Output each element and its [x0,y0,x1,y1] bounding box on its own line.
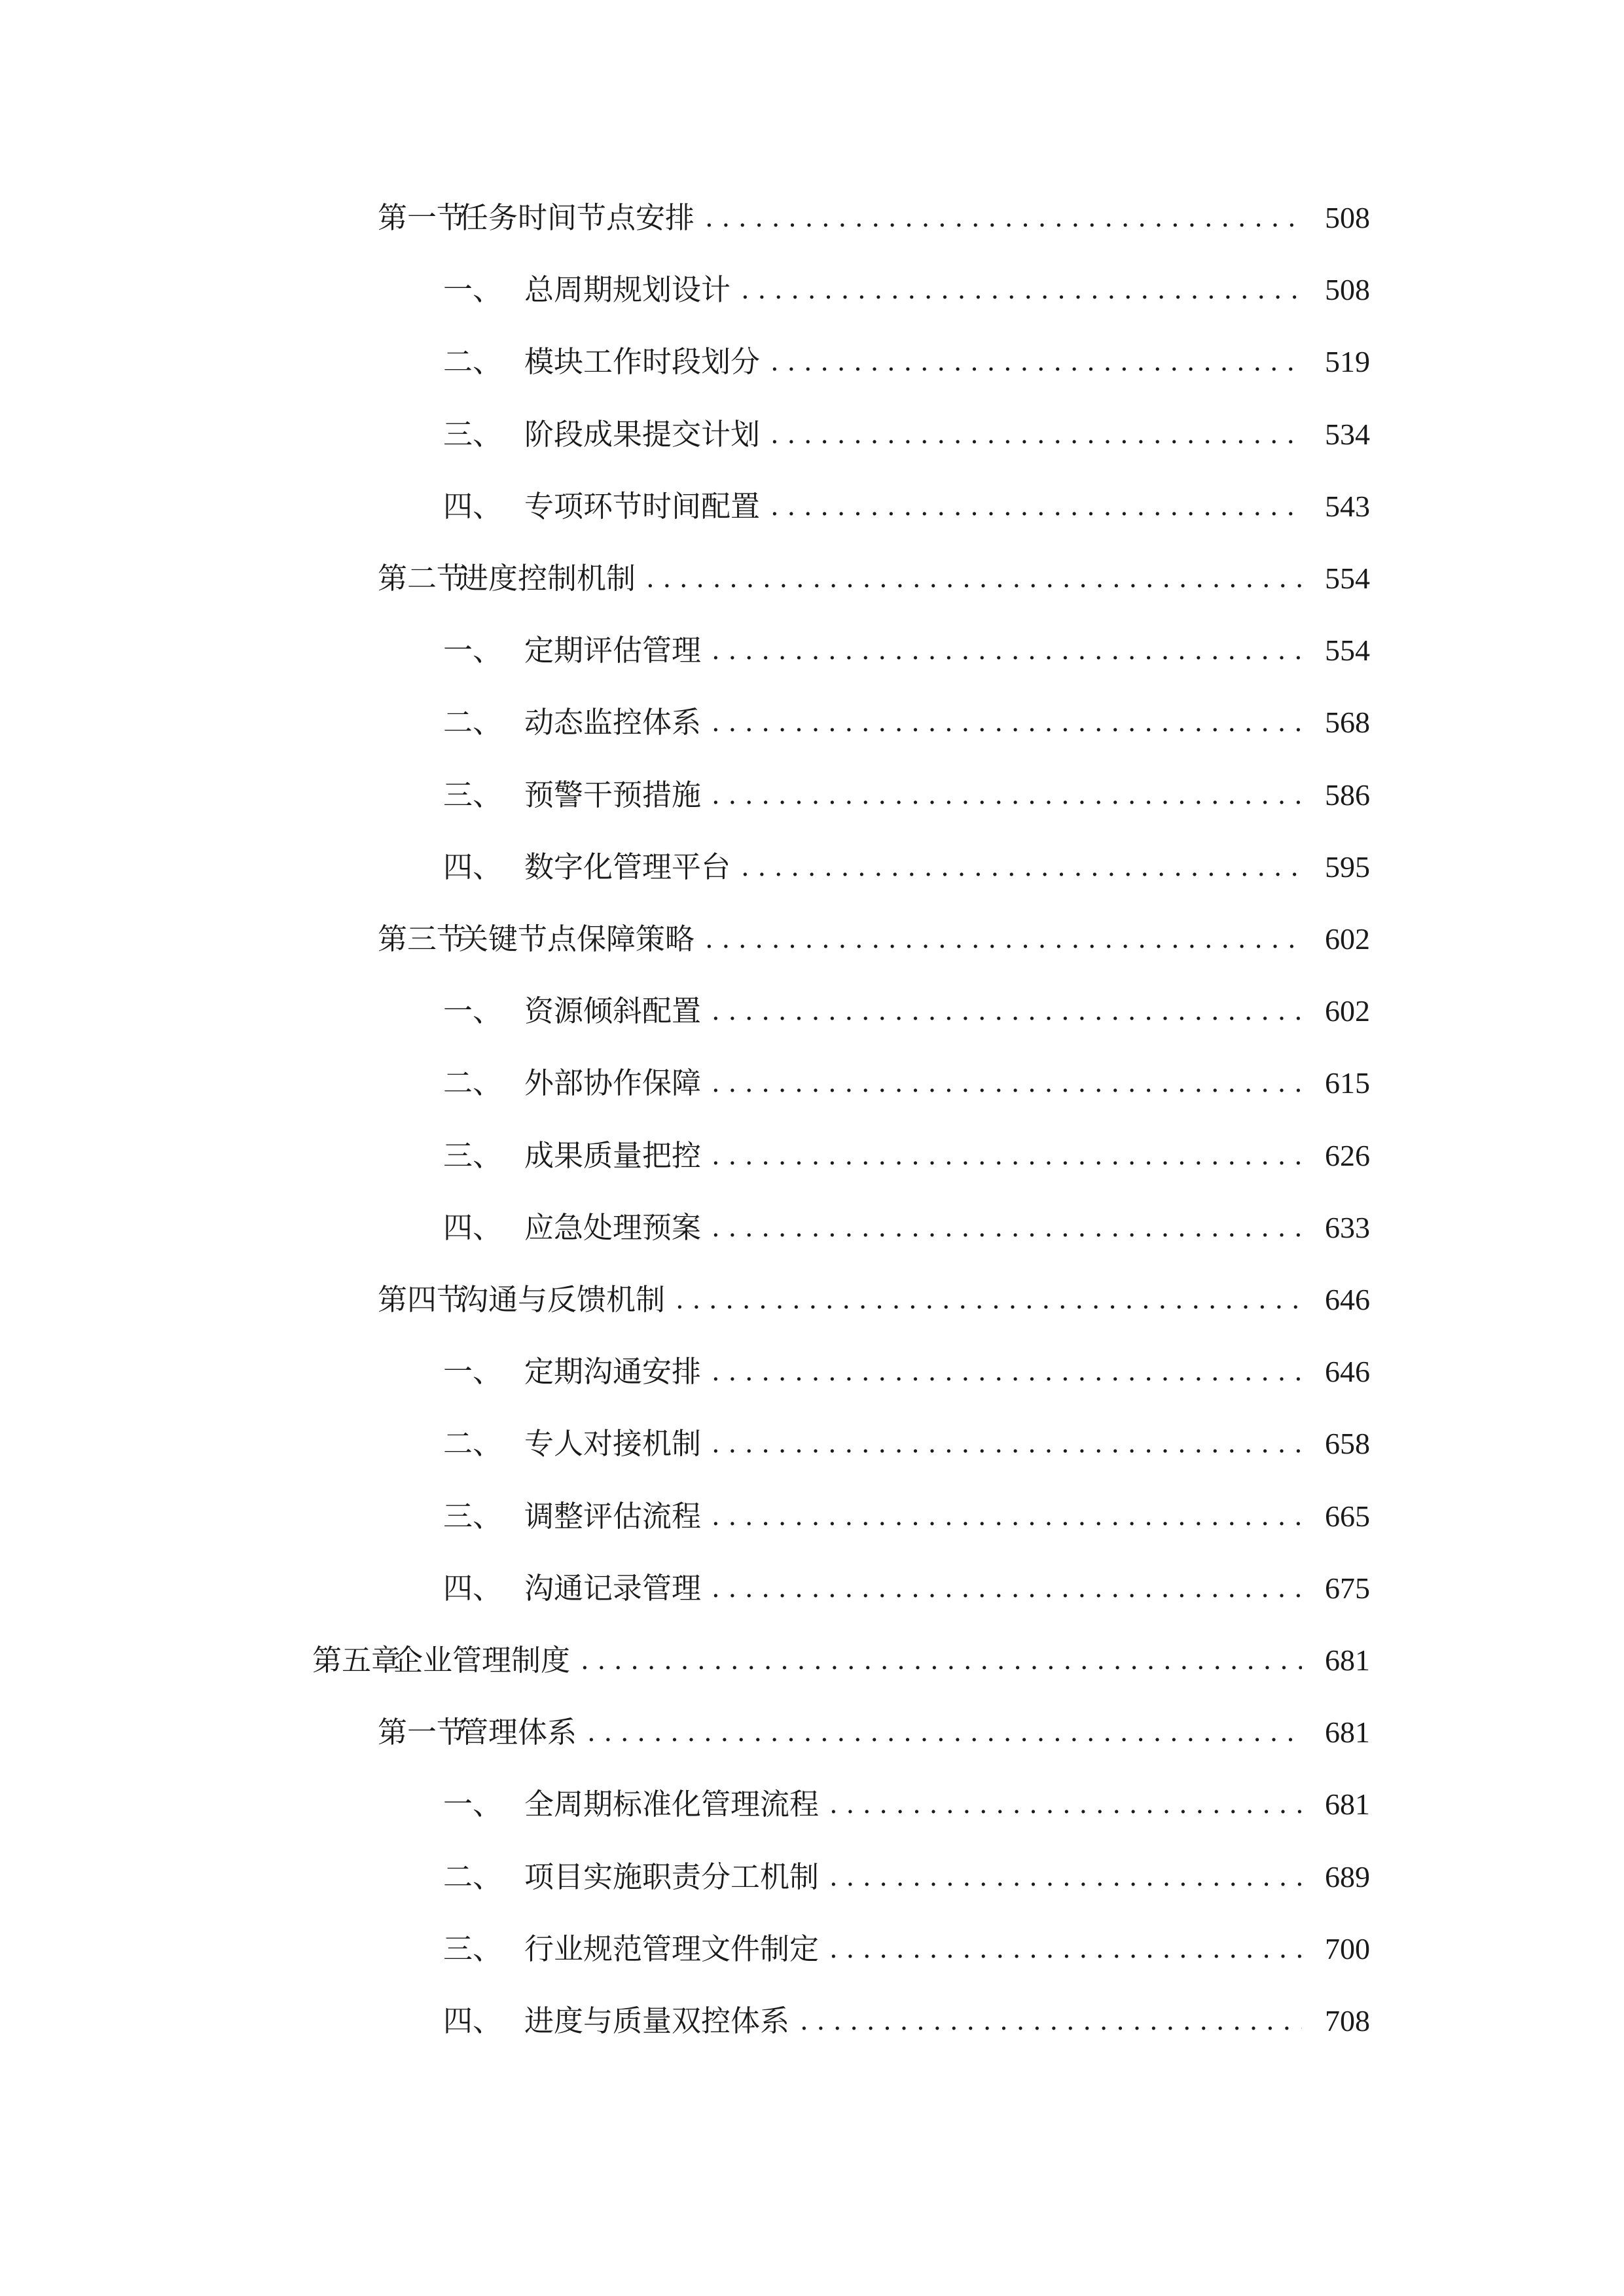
toc-leader-dots [829,1851,1302,1903]
toc-entry[interactable] [443,769,1370,821]
toc-entry[interactable] [443,1778,1370,1831]
toc-entry[interactable] [378,192,1370,244]
toc-entry[interactable] [443,264,1370,316]
toc-entry[interactable] [443,1923,1370,1975]
toc-leader-dots [770,408,1302,461]
toc-entry-number: 四、 [443,1210,503,1245]
toc-entry[interactable] [443,696,1370,749]
toc-entry-title: 专项环节时间配置 [524,488,761,524]
toc-leader-dots [712,1490,1302,1543]
toc-entry-page: 700 [1325,1931,1370,1965]
toc-entry-title: 进度控制机制 [459,561,636,596]
toc-leader-dots [581,1634,1302,1687]
toc-leader-dots [800,1995,1302,2047]
toc-leader-dots [712,1057,1302,1109]
toc-entry-title: 调整评估流程 [524,1498,702,1534]
toc-leader-dots [712,1562,1302,1615]
toc-entry-page: 681 [1325,1643,1370,1677]
toc-entry[interactable] [443,985,1370,1037]
toc-entry[interactable] [378,1274,1370,1326]
toc-entry-page: 615 [1325,1066,1370,1100]
toc-entry-number: 一、 [443,1354,503,1390]
toc-entry-number: 第二节 [378,561,467,596]
toc-entry-title: 成果质量把控 [524,1138,702,1173]
toc-entry-number: 第一节 [378,200,467,235]
toc-entry-page: 508 [1325,273,1370,307]
toc-entry-page: 689 [1325,1859,1370,1893]
toc-entry-title: 总周期规划设计 [524,272,731,308]
toc-leader-dots [829,1778,1302,1831]
toc-entry-title: 阶段成果提交计划 [524,416,761,452]
toc-entry-page: 658 [1325,1427,1370,1461]
toc-entry[interactable] [443,1562,1370,1615]
toc-entry-number: 第三节 [378,922,467,956]
toc-entry-title: 行业规范管理文件制定 [524,1931,820,1966]
toc-entry-number: 一、 [443,633,503,668]
toc-entry-page: 675 [1325,1571,1370,1605]
toc-entry-page: 633 [1325,1210,1370,1244]
toc-entry-title: 应急处理预案 [524,1210,702,1245]
toc-entry[interactable] [443,1995,1370,2047]
toc-entry-page: 508 [1325,201,1370,234]
toc-entry[interactable] [378,552,1370,605]
toc-leader-dots [676,1274,1302,1326]
toc-entry-title: 关键节点保障策略 [459,922,695,956]
toc-entry-page: 586 [1325,778,1370,812]
toc-entry-number: 二、 [443,1426,503,1462]
toc-leader-dots [712,1418,1302,1470]
toc-entry-page: 602 [1325,994,1370,1028]
toc-entry-title: 资源倾斜配置 [524,994,702,1029]
toc-leader-dots [741,264,1302,316]
toc-entry-number: 二、 [443,1859,503,1894]
toc-entry-title: 全周期标准化管理流程 [524,1787,820,1822]
toc-entry-title: 定期评估管理 [524,633,702,668]
toc-entry[interactable] [443,480,1370,533]
toc-entry[interactable] [378,913,1370,965]
toc-entry-title: 任务时间节点安排 [459,200,695,235]
toc-entry-title: 项目实施职责分工机制 [524,1859,820,1894]
toc-entry[interactable] [443,1490,1370,1543]
toc-entry-title: 定期沟通安排 [524,1354,702,1390]
toc-entry[interactable] [443,1851,1370,1903]
toc-entry-number: 四、 [443,1570,503,1605]
toc-entry-number: 二、 [443,1066,503,1101]
toc-entry-page: 554 [1325,634,1370,668]
toc-entry-number: 一、 [443,272,503,308]
toc-entry-title: 模块工作时段划分 [524,344,761,380]
toc-entry-number: 三、 [443,416,503,452]
toc-entry-page: 602 [1325,922,1370,956]
toc-leader-dots [712,624,1302,677]
toc-entry-number: 二、 [443,344,503,380]
toc-entry-number: 第一节 [378,1715,467,1750]
toc-entry[interactable] [443,1130,1370,1182]
toc-entry-page: 681 [1325,1787,1370,1821]
toc-entry-page: 646 [1325,1283,1370,1316]
toc-leader-dots [712,696,1302,749]
toc-leader-dots [770,336,1302,388]
toc-entry-title: 动态监控体系 [524,705,702,740]
toc-entry-page: 708 [1325,2004,1370,2037]
toc-leader-dots [712,1130,1302,1182]
toc-entry-number: 四、 [443,488,503,524]
toc-leader-dots [712,1346,1302,1398]
toc-entry-title: 进度与质量双控体系 [524,2003,790,2038]
toc-entry-page: 681 [1325,1715,1370,1749]
toc-entry-title: 预警干预措施 [524,777,702,812]
toc-entry-number: 四、 [443,2003,503,2038]
toc-entry-number: 四、 [443,849,503,884]
toc-entry-title: 沟通记录管理 [524,1570,702,1605]
toc-entry-title: 沟通与反馈机制 [459,1282,666,1317]
toc-entry-title: 外部协作保障 [524,1066,702,1101]
toc-entry-page: 595 [1325,850,1370,884]
toc-leader-dots [712,769,1302,821]
toc-entry[interactable] [443,1418,1370,1470]
toc-entry[interactable] [443,1346,1370,1398]
toc-leader-dots [705,192,1302,244]
toc-entry-page: 646 [1325,1355,1370,1389]
toc-entry-page: 665 [1325,1499,1370,1533]
toc-leader-dots [770,480,1302,533]
toc-entry-title: 管理体系 [459,1715,577,1750]
toc-entry[interactable] [443,841,1370,893]
toc-entry-number: 三、 [443,1138,503,1173]
toc-entry[interactable] [443,408,1370,461]
toc-leader-dots [705,913,1302,965]
toc-leader-dots [646,552,1302,605]
toc-entry[interactable] [443,624,1370,677]
toc-leader-dots [829,1923,1302,1975]
toc-entry-title: 企业管理制度 [393,1643,571,1677]
toc-entry[interactable] [378,1706,1370,1759]
toc-entry-page: 626 [1325,1138,1370,1172]
toc-entry-page: 568 [1325,706,1370,740]
toc-entry-title: 专人对接机制 [524,1426,702,1462]
toc-entry-number: 三、 [443,777,503,812]
toc-entry-number: 第四节 [378,1282,467,1317]
toc-leader-dots [741,841,1302,893]
toc-entry-number: 三、 [443,1498,503,1534]
toc-entry-page: 543 [1325,489,1370,523]
toc-entry-number: 二、 [443,705,503,740]
toc-entry-number: 第五章 [312,1643,401,1677]
toc-leader-dots [712,985,1302,1037]
toc-leader-dots [587,1706,1302,1759]
toc-entry[interactable] [443,336,1370,388]
toc-entry[interactable] [443,1057,1370,1109]
toc-entry-number: 三、 [443,1931,503,1966]
toc-entry[interactable] [443,1202,1370,1254]
toc-entry[interactable] [312,1634,1370,1687]
toc-entry-page: 554 [1325,562,1370,595]
toc-entry-page: 534 [1325,417,1370,451]
toc-leader-dots [712,1202,1302,1254]
toc-entry-title: 数字化管理平台 [524,849,731,884]
toc-entry-page: 519 [1325,345,1370,379]
toc-entry-number: 一、 [443,994,503,1029]
toc-entry-number: 一、 [443,1787,503,1822]
